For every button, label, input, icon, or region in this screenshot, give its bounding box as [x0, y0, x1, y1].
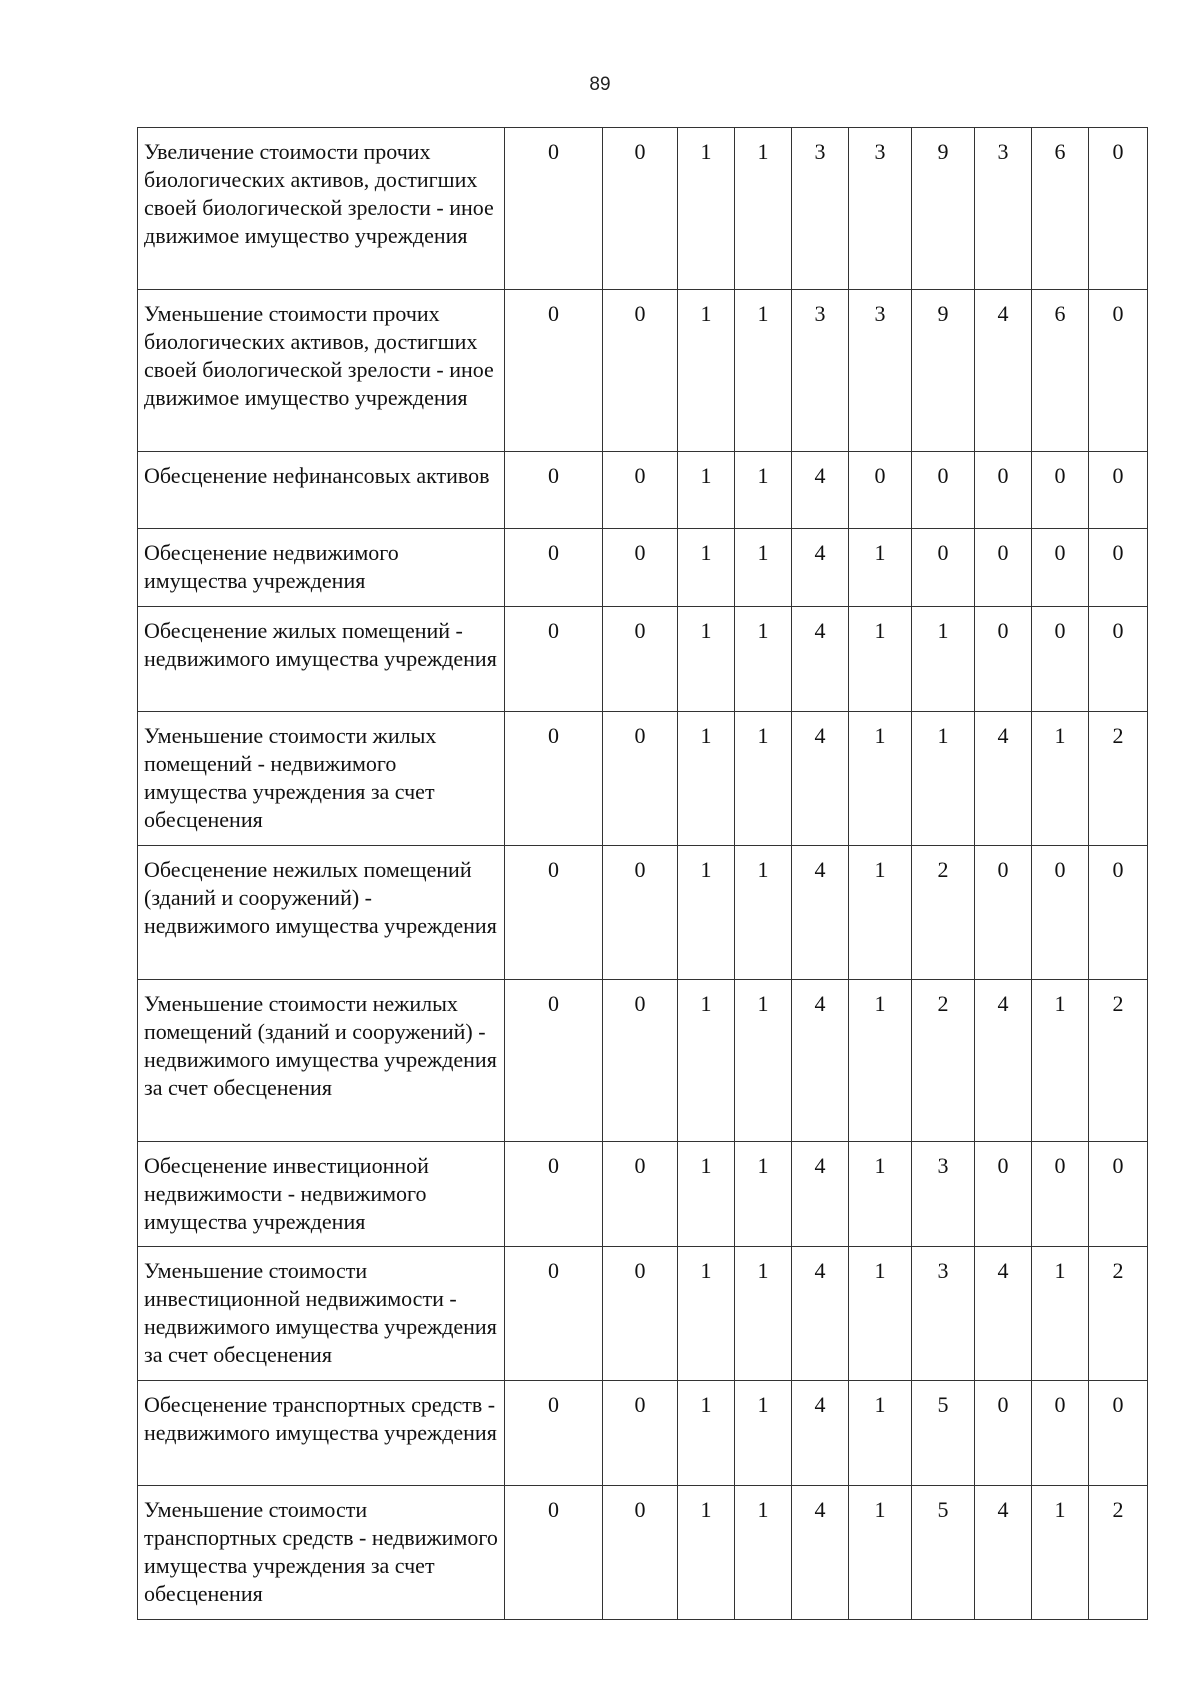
code-digit-cell: 0: [912, 452, 975, 529]
code-digit-cell: 1: [678, 1486, 735, 1620]
code-digit-cell: 0: [505, 1381, 603, 1486]
code-digit-cell: 1: [849, 712, 912, 846]
code-digit-cell: 1: [735, 290, 792, 452]
code-digit-cell: 3: [792, 128, 849, 290]
code-digit-cell: 4: [792, 712, 849, 846]
code-digit-cell: 0: [1032, 607, 1089, 712]
code-digit-cell: 1: [735, 1486, 792, 1620]
code-digit-cell: 1: [735, 452, 792, 529]
code-digit-cell: 0: [603, 128, 678, 290]
code-digit-cell: 0: [603, 1142, 678, 1247]
code-digit-cell: 4: [792, 607, 849, 712]
code-digit-cell: 1: [735, 128, 792, 290]
table-row: [138, 290, 1148, 452]
table-row: [138, 980, 1148, 1142]
code-digit-cell: 1: [735, 1142, 792, 1247]
code-digit-cell: 0: [975, 846, 1032, 980]
code-digit-cell: 0: [505, 980, 603, 1142]
code-digit-cell: 1: [912, 712, 975, 846]
row-name-cell: Обесценение инвестиционной недвижимости - недвижимого имущества учреждения: [138, 1142, 505, 1247]
code-digit-cell: 2: [1089, 712, 1148, 846]
code-digit-cell: 4: [792, 452, 849, 529]
row-name-cell: Уменьшение стоимости нежилых помещений (зданий и сооружений) - недвижимого имущества учреждения за счет обесценения: [138, 980, 505, 1142]
code-digit-cell: 0: [975, 607, 1032, 712]
code-digit-cell: 0: [505, 1142, 603, 1247]
code-digit-cell: 4: [792, 980, 849, 1142]
code-digit-cell: 0: [603, 1247, 678, 1381]
code-digit-cell: 0: [505, 290, 603, 452]
code-digit-cell: 3: [912, 1247, 975, 1381]
code-digit-cell: 4: [792, 529, 849, 607]
code-digit-cell: 0: [1032, 846, 1089, 980]
code-digit-cell: 1: [735, 1381, 792, 1486]
account-codes-table: [137, 127, 1148, 1620]
code-digit-cell: 0: [603, 980, 678, 1142]
code-digit-cell: 0: [505, 712, 603, 846]
code-digit-cell: 1: [912, 607, 975, 712]
code-digit-cell: 1: [678, 980, 735, 1142]
code-digit-cell: 1: [678, 452, 735, 529]
code-digit-cell: 1: [1032, 1247, 1089, 1381]
code-digit-cell: 1: [735, 712, 792, 846]
code-digit-cell: 0: [1089, 128, 1148, 290]
code-digit-cell: 1: [735, 1247, 792, 1381]
code-digit-cell: 1: [1032, 712, 1089, 846]
row-name-cell: Обесценение недвижимого имущества учреждения: [138, 529, 505, 607]
code-digit-cell: 4: [792, 1142, 849, 1247]
code-digit-cell: 0: [1089, 290, 1148, 452]
code-digit-cell: 1: [678, 607, 735, 712]
code-digit-cell: 0: [505, 607, 603, 712]
code-digit-cell: 1: [735, 529, 792, 607]
code-digit-cell: 9: [912, 290, 975, 452]
code-digit-cell: 0: [603, 452, 678, 529]
code-digit-cell: 4: [792, 846, 849, 980]
code-digit-cell: 1: [678, 1247, 735, 1381]
code-digit-cell: 0: [1089, 529, 1148, 607]
code-digit-cell: 1: [849, 1486, 912, 1620]
code-digit-cell: 2: [1089, 1247, 1148, 1381]
code-digit-cell: 0: [1032, 529, 1089, 607]
code-digit-cell: 0: [1089, 1142, 1148, 1247]
code-digit-cell: 0: [505, 846, 603, 980]
code-digit-cell: 3: [849, 128, 912, 290]
code-digit-cell: 2: [912, 980, 975, 1142]
code-digit-cell: 1: [849, 529, 912, 607]
code-digit-cell: 1: [678, 529, 735, 607]
code-digit-cell: 4: [792, 1486, 849, 1620]
code-digit-cell: 1: [678, 1142, 735, 1247]
code-digit-cell: 9: [912, 128, 975, 290]
row-name-cell: Обесценение жилых помещений - недвижимого имущества учреждения: [138, 607, 505, 712]
code-digit-cell: 0: [603, 290, 678, 452]
code-digit-cell: 3: [849, 290, 912, 452]
code-digit-cell: 0: [975, 452, 1032, 529]
table-row: [138, 1486, 1148, 1620]
code-digit-cell: 2: [912, 846, 975, 980]
code-digit-cell: 6: [1032, 128, 1089, 290]
code-digit-cell: 1: [849, 607, 912, 712]
code-digit-cell: 0: [1089, 452, 1148, 529]
code-digit-cell: 0: [849, 452, 912, 529]
code-digit-cell: 0: [505, 128, 603, 290]
row-name-cell: Увеличение стоимости прочих биологических активов, достигших своей биологической зрелости - иное движимое имущество учреждения: [138, 128, 505, 290]
code-digit-cell: 0: [975, 1142, 1032, 1247]
code-digit-cell: 6: [1032, 290, 1089, 452]
code-digit-cell: 4: [975, 1247, 1032, 1381]
code-digit-cell: 4: [975, 980, 1032, 1142]
table-row: [138, 1142, 1148, 1247]
row-name-cell: Уменьшение стоимости транспортных средств - недвижимого имущества учреждения за счет обесценения: [138, 1486, 505, 1620]
code-digit-cell: 1: [735, 980, 792, 1142]
code-digit-cell: 0: [603, 712, 678, 846]
code-digit-cell: 1: [849, 980, 912, 1142]
table-row: [138, 529, 1148, 607]
table-body: [138, 128, 1148, 1620]
code-digit-cell: 5: [912, 1381, 975, 1486]
table-row: [138, 128, 1148, 290]
code-digit-cell: 3: [975, 128, 1032, 290]
code-digit-cell: 2: [1089, 1486, 1148, 1620]
code-digit-cell: 4: [975, 712, 1032, 846]
code-digit-cell: 0: [505, 529, 603, 607]
code-digit-cell: 4: [792, 1247, 849, 1381]
table-row: [138, 1381, 1148, 1486]
code-digit-cell: 1: [849, 1247, 912, 1381]
code-digit-cell: 0: [1089, 607, 1148, 712]
code-digit-cell: 1: [678, 846, 735, 980]
code-digit-cell: 4: [792, 1381, 849, 1486]
code-digit-cell: 1: [678, 1381, 735, 1486]
code-digit-cell: 0: [975, 1381, 1032, 1486]
code-digit-cell: 4: [975, 290, 1032, 452]
code-digit-cell: 0: [603, 607, 678, 712]
code-digit-cell: 2: [1089, 980, 1148, 1142]
code-digit-cell: 1: [678, 712, 735, 846]
code-digit-cell: 1: [849, 1381, 912, 1486]
code-digit-cell: 0: [1032, 452, 1089, 529]
code-digit-cell: 0: [603, 846, 678, 980]
code-digit-cell: 0: [1032, 1381, 1089, 1486]
code-digit-cell: 0: [505, 452, 603, 529]
code-digit-cell: 0: [505, 1486, 603, 1620]
code-digit-cell: 1: [1032, 1486, 1089, 1620]
table-row: [138, 452, 1148, 529]
code-digit-cell: 0: [1089, 1381, 1148, 1486]
table-row: [138, 846, 1148, 980]
code-digit-cell: 0: [1032, 1142, 1089, 1247]
row-name-cell: Обесценение нефинансовых активов: [138, 452, 505, 529]
code-digit-cell: 0: [603, 1486, 678, 1620]
table-row: [138, 1247, 1148, 1381]
code-digit-cell: 3: [792, 290, 849, 452]
code-digit-cell: 0: [505, 1247, 603, 1381]
code-digit-cell: 1: [849, 846, 912, 980]
row-name-cell: Уменьшение стоимости жилых помещений - недвижимого имущества учреждения за счет обесценения: [138, 712, 505, 846]
code-digit-cell: 1: [735, 607, 792, 712]
code-digit-cell: 0: [1089, 846, 1148, 980]
row-name-cell: Обесценение транспортных средств - недвижимого имущества учреждения: [138, 1381, 505, 1486]
row-name-cell: Обесценение нежилых помещений (зданий и сооружений) - недвижимого имущества учреждения: [138, 846, 505, 980]
code-digit-cell: 1: [678, 290, 735, 452]
code-digit-cell: 0: [603, 529, 678, 607]
code-digit-cell: 0: [603, 1381, 678, 1486]
row-name-cell: Уменьшение стоимости инвестиционной недвижимости - недвижимого имущества учреждения за счет обесценения: [138, 1247, 505, 1381]
code-digit-cell: 5: [912, 1486, 975, 1620]
code-digit-cell: 1: [849, 1142, 912, 1247]
row-name-cell: Уменьшение стоимости прочих биологических активов, достигших своей биологической зрелости - иное движимое имущество учреждения: [138, 290, 505, 452]
code-digit-cell: 1: [678, 128, 735, 290]
code-digit-cell: 1: [1032, 980, 1089, 1142]
table-row: [138, 607, 1148, 712]
code-digit-cell: 0: [912, 529, 975, 607]
page-number: 89: [589, 74, 611, 95]
code-digit-cell: 4: [975, 1486, 1032, 1620]
code-digit-cell: 3: [912, 1142, 975, 1247]
table-row: [138, 712, 1148, 846]
code-digit-cell: 1: [735, 846, 792, 980]
code-digit-cell: 0: [975, 529, 1032, 607]
